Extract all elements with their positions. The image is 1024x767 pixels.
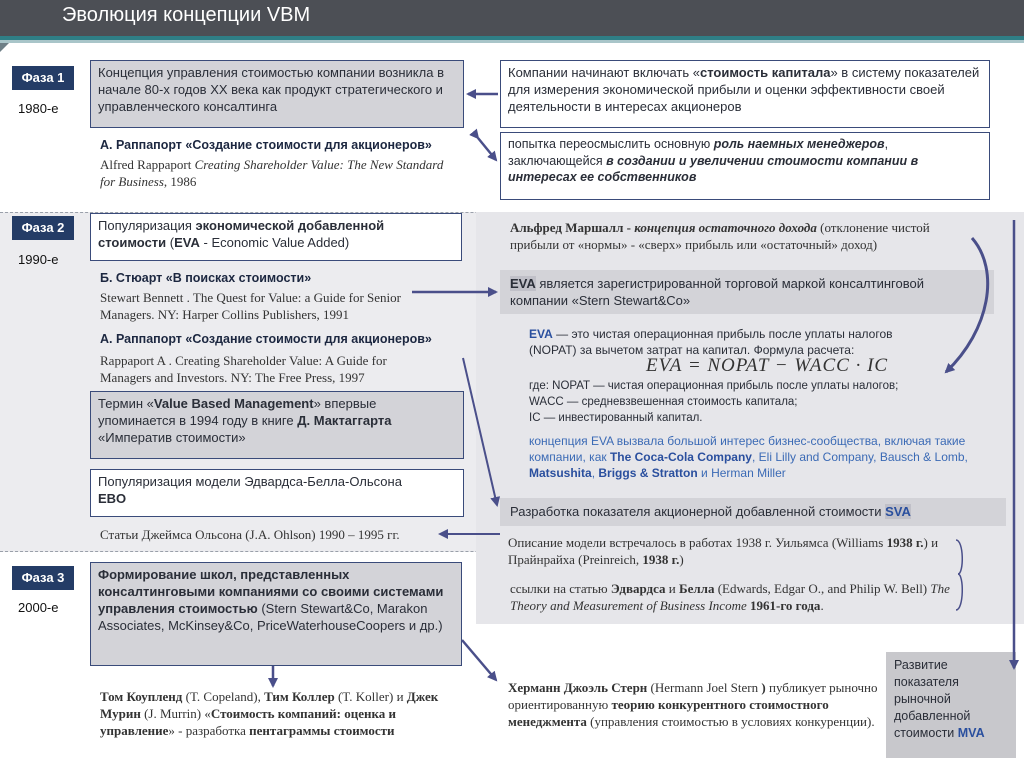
text-bold: EBO	[98, 491, 127, 506]
text-part: (	[166, 235, 175, 250]
text-bold: Стоимость компаний: оценка и управление	[100, 706, 396, 738]
text-part: .	[820, 598, 824, 613]
text-part: Термин «	[98, 396, 154, 411]
text-part: Популяризация	[98, 218, 196, 233]
text-part: » впервые упоминается в 1994 году в книге	[98, 396, 377, 428]
text-part: (отклонение чистой прибыли от «нормы» - «сверх» прибыль или «остаточный» доход)	[510, 220, 930, 252]
phase1-badge: Фаза 1	[12, 66, 74, 90]
text-bold: The Coca-Cola Company	[609, 450, 752, 464]
text-part: (T. Copeland),	[182, 689, 265, 704]
text-part: (J. Murrin) «	[140, 706, 211, 721]
text-bold: 1938 г.	[886, 535, 924, 550]
text-bold: EVA	[510, 276, 536, 291]
text-bold: Matsushita	[529, 466, 592, 480]
phase1-period: 1980-е	[18, 101, 59, 116]
text-bold: EVA	[529, 327, 553, 341]
text-part: )	[679, 552, 684, 567]
text-part: концепция EVA вызвала большой интерес бизнес-сообщества, включая такие компании, как	[529, 434, 966, 464]
text-part: (управления стоимостью в условиях конкуренции).	[586, 714, 875, 729]
text-bold: в создании и увеличении стоимости компании в интересах ее собственников	[508, 153, 919, 184]
where-line: IC — инвестированный капитал.	[529, 412, 703, 424]
arrow-schools-to-stern	[462, 640, 496, 680]
phase1-ref-author: Alfred Rappaport	[100, 157, 195, 172]
text-part: (T. Koller) и	[334, 689, 407, 704]
phase2-badge: Фаза 2	[12, 216, 74, 240]
phase3-period: 2000-е	[18, 600, 59, 615]
text-bold: Альфред Маршалл -	[510, 220, 635, 235]
where-line: где: NOPAT — чистая операционная прибыль после уплаты налогов;	[529, 380, 899, 392]
text-bold: роль наемных менеджеров	[713, 137, 885, 151]
text-part: - Economic Value Added)	[199, 235, 350, 250]
text-bold: стоимость капитала	[700, 65, 831, 80]
text-part: — это чистая операционная прибыль после уплаты налогов (NOPAT) за вычетом затрат на капитал. Формула расчета:	[529, 327, 893, 357]
phase3-badge: Фаза 3	[12, 566, 74, 590]
phase2-stewart-ref: Stewart Bennett . The Quest for Value: a Guide for Senior Managers. NY: Harper Collins Publishers, 1991	[100, 290, 401, 322]
text-bold: Белла	[679, 581, 715, 596]
text-bold: EVA	[174, 235, 200, 250]
text-part: ) и Прайнрайха (Preinreich,	[508, 535, 939, 567]
text-part: Популяризация модели Эдвардса-Белла-Ольсона	[98, 474, 402, 489]
text-part: является зарегистрированной торговой маркой консалтинговой компании «Stern Stewart&Co»	[510, 276, 924, 308]
phase1-author-title: А. Раппапорт «Создание стоимости для акционеров»	[100, 138, 432, 152]
text-bold: Briggs & Stratton	[598, 466, 698, 480]
text-bold: Том Коупленд	[100, 689, 183, 704]
arrow-marshall-to-formula	[946, 238, 988, 372]
phase2-ohlson-ref: Статьи Джеймса Ольсона (J.A. Ohlson) 1990 – 1995 гг.	[100, 527, 400, 542]
phase1-ref-year: , 1986	[163, 174, 197, 189]
text-part: Компании начинают включать «	[508, 65, 700, 80]
text-part: ссылки на статью	[510, 581, 611, 596]
text-bold: Джек Мурин	[100, 689, 439, 721]
eva-formula: EVA = NOPAT − WACC · IC	[646, 355, 889, 376]
page-title: Эволюция концепции VBM	[62, 4, 311, 26]
text-part: , заключающейся	[508, 137, 889, 168]
text-part: попытка переосмыслить основную	[508, 137, 714, 151]
text-bold: Тим Коллер	[264, 689, 335, 704]
text-bold: Формирование школ, представленных консалтинговыми компаниями со своими системами управления стоимостью	[98, 567, 444, 616]
text-bold: пентаграммы стоимости	[249, 723, 395, 738]
text-bold: концепция остаточного дохода	[634, 220, 817, 235]
text-bold: теорию конкурентного стоимостного менеджмента	[508, 697, 829, 729]
text-part: публикует рыночно ориентированную	[508, 680, 878, 712]
arrow-rappaport-to-sva	[463, 358, 497, 505]
text-part: (Hermann Joel Stern	[647, 680, 762, 695]
text-part: ,	[591, 466, 599, 480]
phase2-stewart-title: Б. Стюарт «В поисках стоимости»	[100, 271, 312, 285]
text-part: , Eli Lilly and Company, Bausch & Lomb,	[751, 450, 968, 464]
phase2-rappaport-ref: Rappaport A . Creating Shareholder Value: A Guide for Managers and Investors. NY: The Free Press, 1997	[100, 353, 387, 385]
text-part: » - разработка	[168, 723, 250, 738]
phase1-concept-text: Концепция управления стоимостью компании возникла в начале 80-х годов XX века как продукт стратегического и управленческого консалтинга	[98, 65, 444, 114]
text-part: (Edwards, Edgar O., and Philip W. Bell)	[714, 581, 931, 596]
brace-sva-refs	[956, 540, 962, 610]
text-bold: Value Based Management	[153, 396, 314, 411]
text-bold: 1961-го года	[746, 598, 821, 613]
text-bold: 1938 г.	[642, 552, 680, 567]
where-line: WACC — средневзвешенная стоимость капитала;	[529, 396, 798, 408]
text-part: «Императив стоимости»	[98, 430, 246, 445]
text-italic: The Theory and Measurement of Business Income	[510, 581, 950, 613]
text-bold: Херманн Джоэль Стерн	[508, 680, 648, 695]
text-part: и Herman Miller	[697, 466, 786, 480]
text-part: (Stern Stewart&Co, Marakon Associates, McKinsey&Co, PriceWaterhouseCoopers и др.)	[98, 601, 443, 633]
text-bold: Эдвардса	[610, 581, 666, 596]
text-bold: Д. Мактаггарта	[297, 413, 392, 428]
text-bold: MVA	[957, 726, 985, 740]
text-part: Развитие показателя рыночной добавленной стоимости	[894, 658, 971, 740]
text-bold: )	[761, 680, 766, 695]
text-part: Разработка показателя акционерной добавленной стоимости	[510, 504, 886, 519]
text-bold: SVA	[885, 504, 911, 519]
text-part: и	[665, 581, 680, 596]
phase2-rappaport-title: А. Раппапорт «Создание стоимости для акционеров»	[100, 332, 432, 346]
phase1-ref-book: Creating Shareholder Value: The New Standard for Business	[100, 157, 444, 189]
arrow-rappaport-managers	[478, 138, 496, 160]
phase2-period: 1990-е	[18, 252, 59, 267]
text-part: » в систему показателей для измерения экономической прибыли и оценки эффективности своей деятельности в интересах акционеров	[508, 65, 980, 114]
text-bold: экономической добавленной стоимости	[98, 218, 385, 250]
text-part: Описание модели встречалось в работах 1938 г. Уильямса (Williams	[508, 535, 887, 550]
